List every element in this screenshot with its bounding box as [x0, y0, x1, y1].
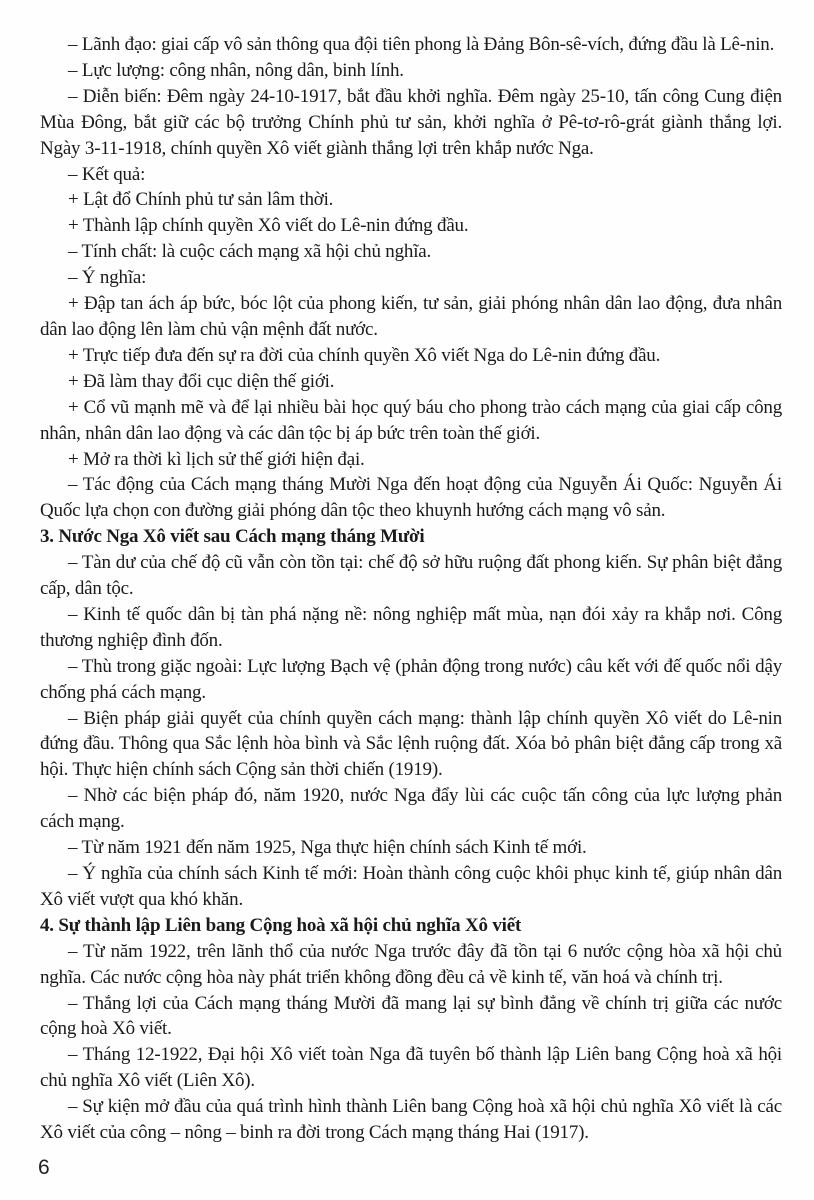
text-paragraph: + Thành lập chính quyền Xô viết do Lê-nin đứng đầu. — [68, 215, 469, 237]
text-paragraph: + Đập tan ách áp bức, bóc lột của phong kiến, tư sản, giải phóng nhân dân lao động, đưa nhân dân lao động lên làm chủ vận mệnh đất nước. — [40, 293, 782, 340]
text-paragraph: – Từ năm 1921 đến năm 1925, Nga thực hiện chính sách Kinh tế mới. — [68, 837, 587, 859]
text-paragraph: – Tàn dư của chế độ cũ vẫn còn tồn tại: chế độ sở hữu ruộng đất phong kiến. Sự phân biệt đẳng cấp, dân tộc. — [40, 552, 782, 600]
text-paragraph: – Thắng lợi của Cách mạng tháng Mười đã mang lại sự bình đẳng về chính trị giữa các nước cộng hoà Xô viết. — [40, 992, 782, 1040]
text-paragraph: – Ý nghĩa: — [68, 267, 147, 289]
text-paragraph: – Sự kiện mở đầu của quá trình hình thành Liên bang Cộng hoà xã hội chủ nghĩa Xô viết là các Xô viết của công – nông – binh ra đời trong Cách mạng tháng Hai (1917). — [40, 1096, 782, 1144]
text-paragraph: – Lực lượng: công nhân, nông dân, binh lính. — [68, 59, 404, 81]
text-paragraph: – Tính chất: là cuộc cách mạng xã hội chủ nghĩa. — [68, 241, 432, 263]
text-paragraph: – Tháng 12-1922, Đại hội Xô viết toàn Nga đã tuyên bố thành lập Liên bang Cộng hoà xã hội chủ nghĩa Xô viết (Liên Xô). — [40, 1044, 782, 1092]
text-paragraph: + Lật đổ Chính phủ tư sản lâm thời. — [68, 189, 334, 211]
text-paragraph: – Tác động của Cách mạng tháng Mười Nga đến hoạt động của Nguyễn Ái Quốc: Nguyễn Ái Quốc lựa chọn con đường giải phóng dân tộc theo khuynh hướng cách mạng vô sản. — [40, 474, 782, 522]
text-paragraph: – Thù trong giặc ngoài: Lực lượng Bạch vệ (phản động trong nước) câu kết với đế quốc nổi dậy chống phá cách mạng. — [40, 655, 782, 703]
text-paragraph: – Nhờ các biện pháp đó, năm 1920, nước Nga đẩy lùi các cuộc tấn công của lực lượng phản cách mạng. — [40, 785, 782, 833]
text-paragraph: – Biện pháp giải quyết của chính quyền cách mạng: thành lập chính quyền Xô viết do Lê-nin đứng đầu. Thông qua Sắc lệnh hòa bình và Sắc lệnh ruộng đất. Xóa bỏ phân biệt đẳng cấp trong xã hội. Thực hiện chính sách Cộng sản thời chiến (1919). — [40, 707, 782, 781]
text-paragraph: – Kinh tế quốc dân bị tàn phá nặng nề: nông nghiệp mất mùa, nạn đói xảy ra khắp nơi. Công thương nghiệp đình đốn. — [40, 603, 782, 651]
text-paragraph: – Kết quả: — [68, 163, 146, 185]
text-paragraph: + Đã làm thay đổi cục diện thế giới. — [68, 370, 335, 392]
text-paragraph: – Lãnh đạo: giai cấp vô sản thông qua đội tiên phong là Đảng Bôn-sê-vích, đứng đầu là Lê-nin. — [68, 34, 775, 55]
text-paragraph: – Diễn biến: Đêm ngày 24-10-1917, bắt đầu khởi nghĩa. Đêm ngày 25-10, tấn công Cung điện Mùa Đông, bắt giữ các bộ trưởng Chính phủ tư sản, khởi nghĩa ở Pê-tơ-rô-grát giành thắng lợi. Ngày 3-11-1918, chính quyền Xô viết giành thắng lợi trên khắp nước Nga. — [40, 85, 782, 159]
text-paragraph: – Từ năm 1922, trên lãnh thổ của nước Nga trước đây đã tồn tại 6 nước cộng hòa xã hội chủ nghĩa. Các nước cộng hòa này phát triển không đồng đều cả về kinh tế, văn hoá và chính trị. — [40, 940, 782, 988]
text-paragraph: – Ý nghĩa của chính sách Kinh tế mới: Hoàn thành công cuộc khôi phục kinh tế, giúp nhân dân Xô viết vượt qua khó khăn. — [40, 863, 782, 910]
section-heading-3: 3. Nước Nga Xô viết sau Cách mạng tháng Mười — [40, 526, 425, 548]
section-heading-4: 4. Sự thành lập Liên bang Cộng hoà xã hội chủ nghĩa Xô viết — [40, 914, 522, 936]
text-paragraph: + Trực tiếp đưa đến sự ra đời của chính quyền Xô viết Nga do Lê-nin đứng đầu. — [68, 344, 661, 366]
page-number: 6 — [38, 1156, 50, 1179]
text-paragraph: + Mở ra thời kì lịch sử thế giới hiện đại. — [68, 448, 365, 470]
text-paragraph: + Cổ vũ mạnh mẽ và để lại nhiều bài học quý báu cho phong trào cách mạng của giai cấp công nhân, nhân dân lao động và các dân tộc bị áp bức trên toàn thế giới. — [40, 396, 782, 444]
page-text-block — [40, 32, 782, 1146]
